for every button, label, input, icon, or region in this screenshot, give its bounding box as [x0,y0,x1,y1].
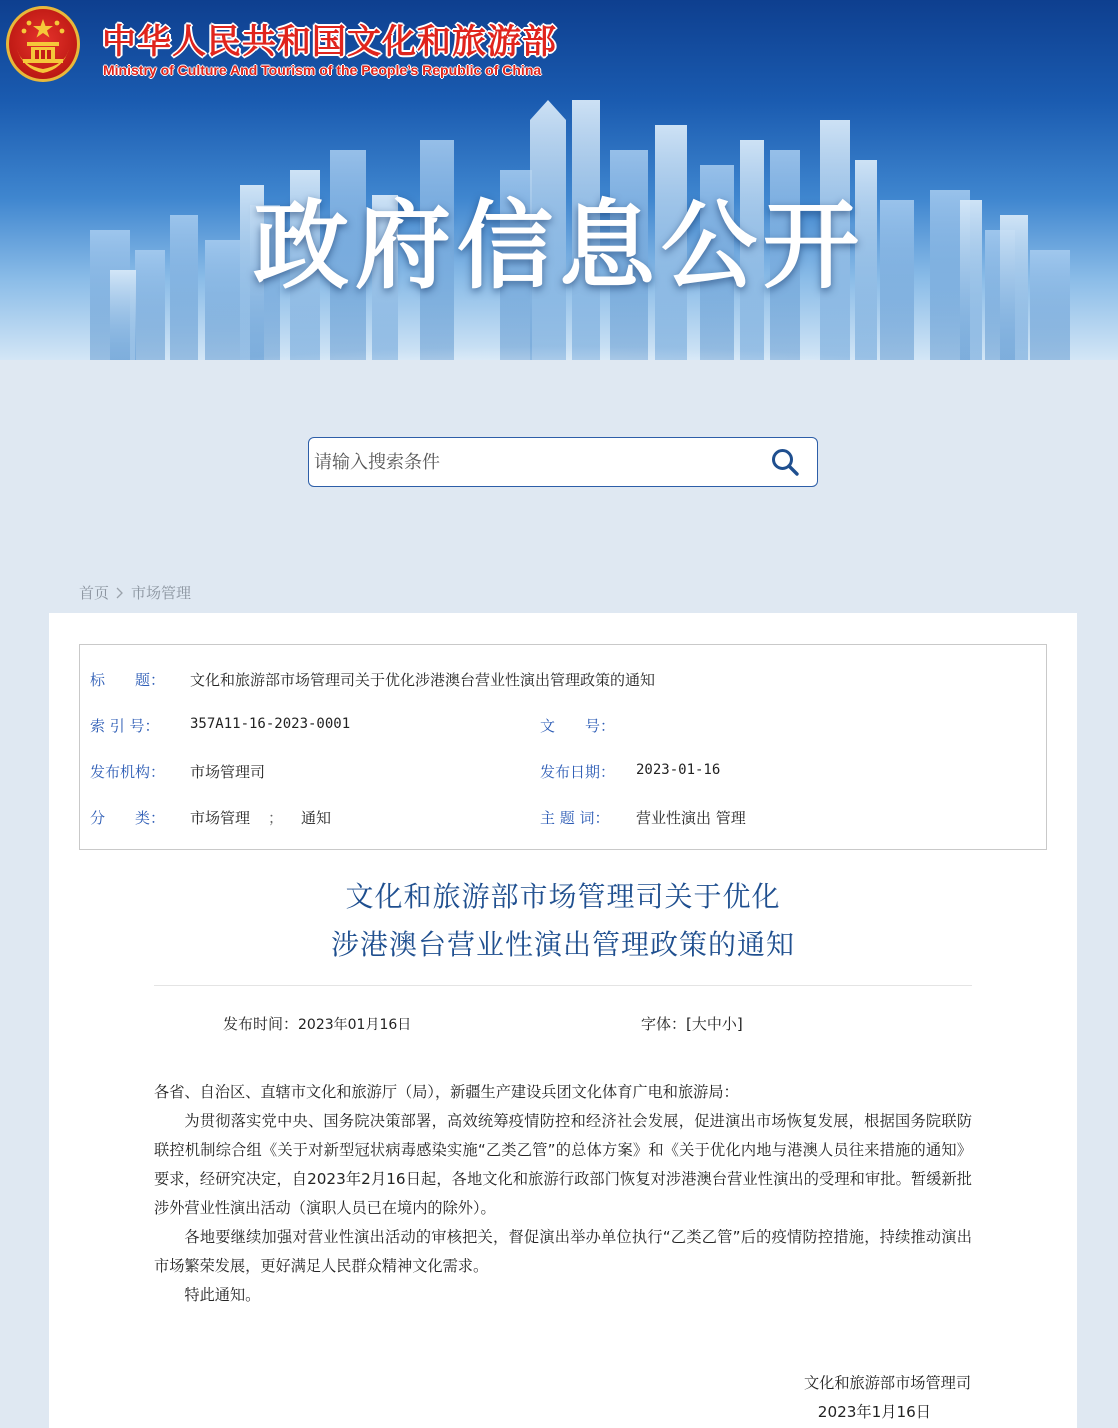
meta-category-label: 分 类： [90,809,166,827]
search-bar [308,437,818,487]
signature-org: 文化和旅游部市场管理司 [803,1374,971,1392]
publish-time-label: 发布时间： [223,1015,299,1033]
font-size-medium-button[interactable]: 中 [706,1015,722,1033]
meta-title-label: 标 题： [90,671,166,689]
publish-time [223,1013,411,1034]
article-salutation: 各省、自治区、直辖市文化和旅游厅（局），新疆生产建设兵团文化体育广电和旅游局： [154,1083,739,1101]
article-card [49,613,1077,1428]
article-paragraph: 为贯彻落实党中央、国务院决策部署，高效统筹疫情防控和经济社会发展，促进演出市场恢复发展，根据国务院联防联控机制综合组《关于对新型冠状病毒感染实施“乙类乙管”的总体方案》和《关于优化内地与港澳人员往来措施的通知》要求，经研究决定，自2023年2月16日起，各地文化和旅游行政部门恢复对涉港澳台营业性演出的受理和审批。暂缓新批涉外营业性演出活动（演职人员已在境内的除外）。 [154,1112,972,1217]
article-title-line-1: 文化和旅游部市场管理司关于优化 [345,880,781,913]
breadcrumb [79,582,191,603]
breadcrumb-market-management[interactable]: 市场管理 [131,584,192,602]
meta-issuer-value: 市场管理司 [190,763,266,781]
article-title [49,873,1077,969]
national-emblem-icon [6,6,80,82]
meta-index-label: 索 引 号： [90,717,160,735]
font-size-large-button[interactable]: 大 [691,1015,707,1033]
banner-title: 政府信息公开 [253,190,865,302]
article-paragraph: 各地要继续加强对营业性演出活动的审核把关，督促演出举办单位执行“乙类乙管”后的疫情防控措施，持续推动演出市场繁荣发展，更好满足人民群众精神文化需求。 [154,1228,972,1275]
meta-category-separator: ； [268,809,284,827]
search-icon [770,447,800,477]
meta-category-value-1: 市场管理 [190,809,251,827]
meta-keywords-value: 营业性演出 管理 [636,809,746,827]
chevron-right-icon [115,587,125,599]
font-size-control [641,1013,743,1034]
breadcrumb-home[interactable]: 首页 [79,584,110,602]
document-metadata-table [79,644,1047,850]
meta-title-value: 文化和旅游部市场管理司关于优化涉港澳台营业性演出管理政策的通知 [190,671,656,689]
font-size-small-button[interactable]: 小 [721,1015,737,1033]
publish-time-value: 2023年01月16日 [298,1017,412,1033]
article-title-line-2: 涉港澳台营业性演出管理政策的通知 [330,928,795,961]
meta-keywords-label: 主 题 词： [540,809,610,827]
meta-issuer-label: 发布机构： [90,763,166,781]
font-size-label: 字体：[ [641,1015,692,1033]
search-input[interactable] [311,440,754,484]
meta-date-label: 发布日期： [540,763,616,781]
article-signature [804,1369,971,1427]
meta-index-value: 357A11-16-2023-0001 [190,716,351,732]
meta-docno-label: 文 号： [540,717,616,735]
search-button[interactable] [759,442,811,482]
meta-category-value-2: 通知 [301,809,332,827]
ministry-name-en: Ministry of Culture And Tourism of the People’s Republic of China [103,62,542,78]
font-size-bracket-end: ] [736,1015,743,1033]
article-body [154,1078,972,1310]
article-closing: 特此通知。 [184,1286,261,1304]
signature-date: 2023年1月16日 [817,1403,931,1421]
ministry-name: 中华人民共和国文化和旅游部 [102,22,557,62]
meta-date-value: 2023-01-16 [636,762,721,778]
title-divider [154,985,972,986]
header-banner [0,0,1118,360]
